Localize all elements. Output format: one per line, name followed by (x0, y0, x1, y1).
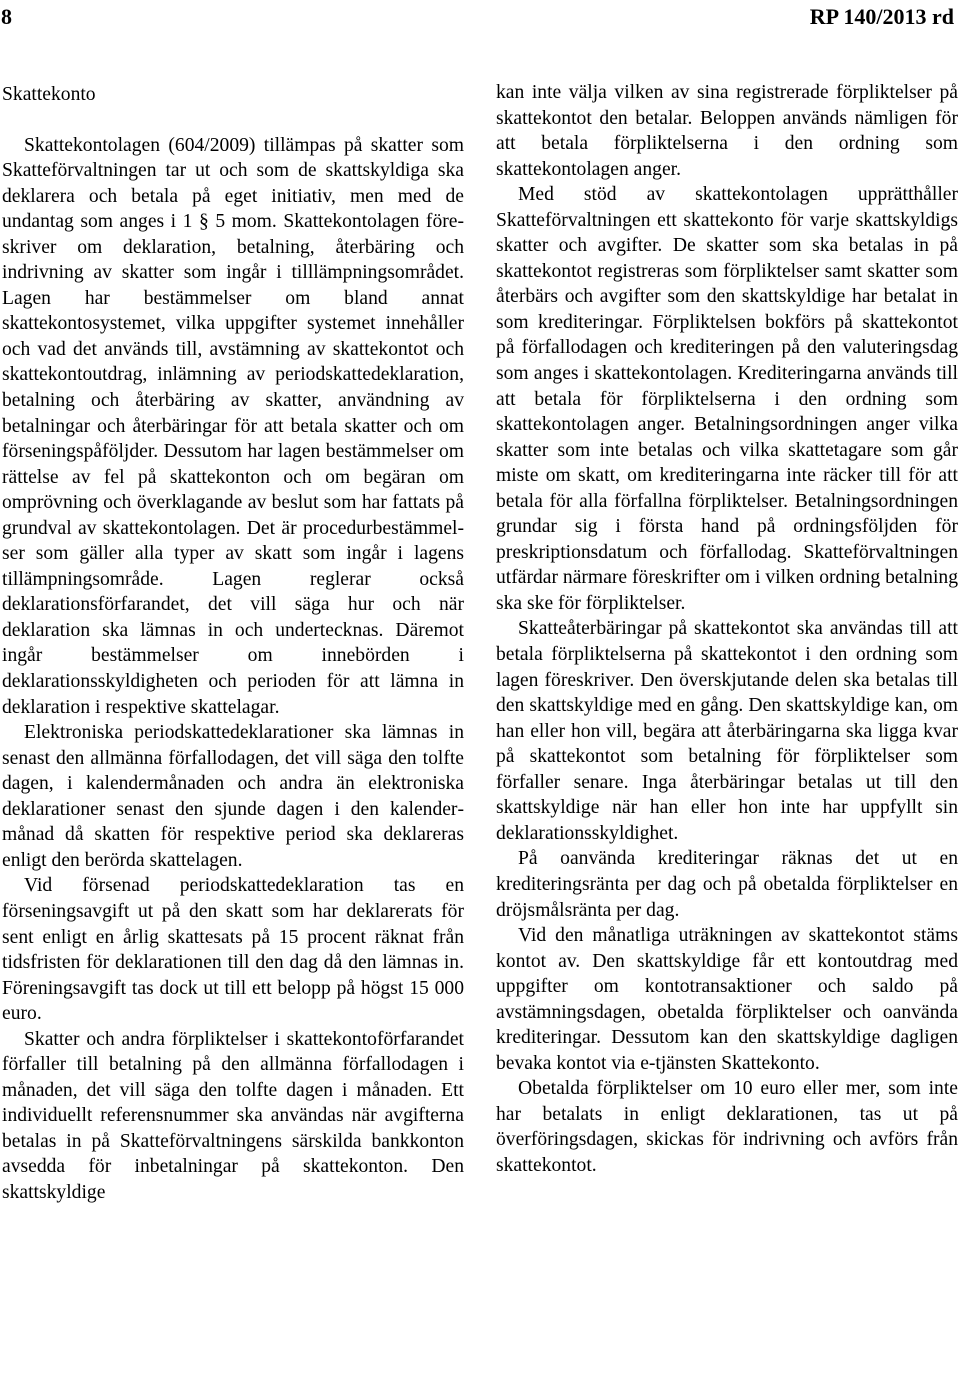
right-column (496, 80, 958, 1179)
body-paragraph: Skatteåterbäringar på skattekontot ska användas till att betala förpliktelserna på skattekontot i den ordning som lagen föreskriver. Den överskjutande delen ska betalas till den skattskyldige med en gång. Den skattskyldige kan, om han eller hon vill, begära att återbäringarna ska ligga kvar på skattekontot som betalning för förpliktelser som förfaller senare. Inga återbäringar betalas ut till den skattskyldige när han eller hon inte har uppfyllt sin deklarationsskyldighet. (496, 618, 958, 844)
body-paragraph: Elektroniska periodskattedeklarationer ska lämnas in senast den allmänna förfallodagen, det vill säga den tolfte dagen, i kalendermånaden och andra än elektroniska deklarationer senast den sjunde dagen i den kalendermånad då skatten för respektive period ska deklareras enligt den berörda skattelagen. (2, 722, 464, 871)
body-paragraph: Vid försenad periodskattedeklaration tas en förseningsavgift ut på den skatt som har deklarerats för sent enligt en årlig skattesats på 15 procent räknat från tidsfristen för deklarationen till den dag då den lämnas in. Föreningsavgift tas dock ut till ett belopp på högst 15 000 euro. (2, 875, 464, 1025)
page-number: 8 (1, 4, 12, 29)
body-paragraph-continued: kan inte välja vilken av sina registrerade förpliktelser på skattekontot den betalar. Beloppen används nämligen för att betala förpliktelserna i den ordning som skattekontolagen anger. (496, 82, 958, 180)
section-heading: Skattekonto (2, 84, 96, 105)
body-paragraph: Med stöd av skattekontolagen upprätthåller Skatteförvaltningen ett skattekonto för varje skattskyldigs skatter och avgifter. De skatter som ska betalas in på skattekontot registreras som förpliktelser samt skatter som återbärs och avgifter som den skattskyldige har betalat in som krediteringar. Förpliktelsen bokförs på skattekontot på förfallodagen och krediteringen på den valuteringsdag som anges i skattekontolagen. Krediteringarna används till att betala för förpliktelserna i den ordning som skattekontolagen anger. Betalningsordningen anger vilka skatter som inte betalas och vilka skattetagare som går miste om skatt, om krediteringarna inte räcker till för att betala för alla förfallna förpliktelser. Betalningsordningen grundar sig i första hand på ordningsföljden för preskriptionsdatum och förfallodag. Skatteförvaltningen utfärdar närmare föreskrifter om i vilken ordning betalning ska ske för förpliktelser. (496, 184, 958, 614)
body-paragraph: Vid den månatliga uträkningen av skattekontot stäms kontot av. Den skattskyldige får ett kontoutdrag med uppgifter om kontotransaktioner och saldo på avstämningsdagen, obetalda förpliktelser och oanvända krediteringar. Dessutom kan den skattskyldige dagligen bevaka kontot via e-tjänsten Skattekonto. (496, 925, 958, 1074)
document-reference: RP 140/2013 rd (809, 4, 954, 29)
left-column (2, 82, 464, 1206)
page-header (0, 4, 960, 38)
body-paragraph: Skatter och andra förpliktelser i skattekontoförfarandet förfaller till betalning på den allmänna förfallodagen i månaden, det vill säga den tolfte dagen i månaden. Ett individuellt referensnummer ska användas när avgifterna betalas in på Skatteförvaltningens särskilda bankkonton avsedda för inbetalningar på skattekonton. Den skattskyldige (2, 1028, 464, 1203)
body-paragraph: Obetalda förpliktelser om 10 euro eller mer, som inte har betalats in enligt deklarationen, tas ut på överföringsdagen, skickas för indrivning och avförs från skattekontot. (496, 1078, 958, 1176)
body-paragraph: Skattekontolagen (604/2009) tillämpas på skatter som Skatteförvaltningen tar ut och som de skattskyldiga ska deklarera och betala på eget initiativ, men med de undantag som anges i 1 § 5 mom. Skattekontolagen föreskriver om deklaration, betalning, återbäring och indrivning av skatter som ingår i tilllämpningsområdet. Lagen har bestämmelser om bland annat skattekontosystemet, vilka uppgifter systemet innehåller och vad det används till, avstämning av skattekontot och skattekontoutdrag, inlämning av periodskattedeklaration, betalning och återbäring av skatter, användning av betalningar och återbäringar för att betala skatter och om förseningspåföljder. Dessutom har lagen bestämmelser om rättelse av fel på skattekonton och om begäran om omprövning och överklagande av beslut som har fattats på grundval av skattekontolagen. Det är procedurbestämmelser som gäller alla typer av skatt som ingår i lagens tillämpningsområde. Lagen reglerar också deklarationsförfarandet, det vill säga hur och när deklaration ska lämnas in och undertecknas. Däremot ingår bestämmelser om innebörden i deklarationsskyldigheten och perioden för att lämna in deklaration i respektive skattelagar. (2, 134, 464, 718)
body-paragraph: På oanvända krediteringar räknas det ut en krediteringsränta per dag och på obetalda förpliktelser en dröjsmålsränta per dag. (496, 848, 958, 921)
